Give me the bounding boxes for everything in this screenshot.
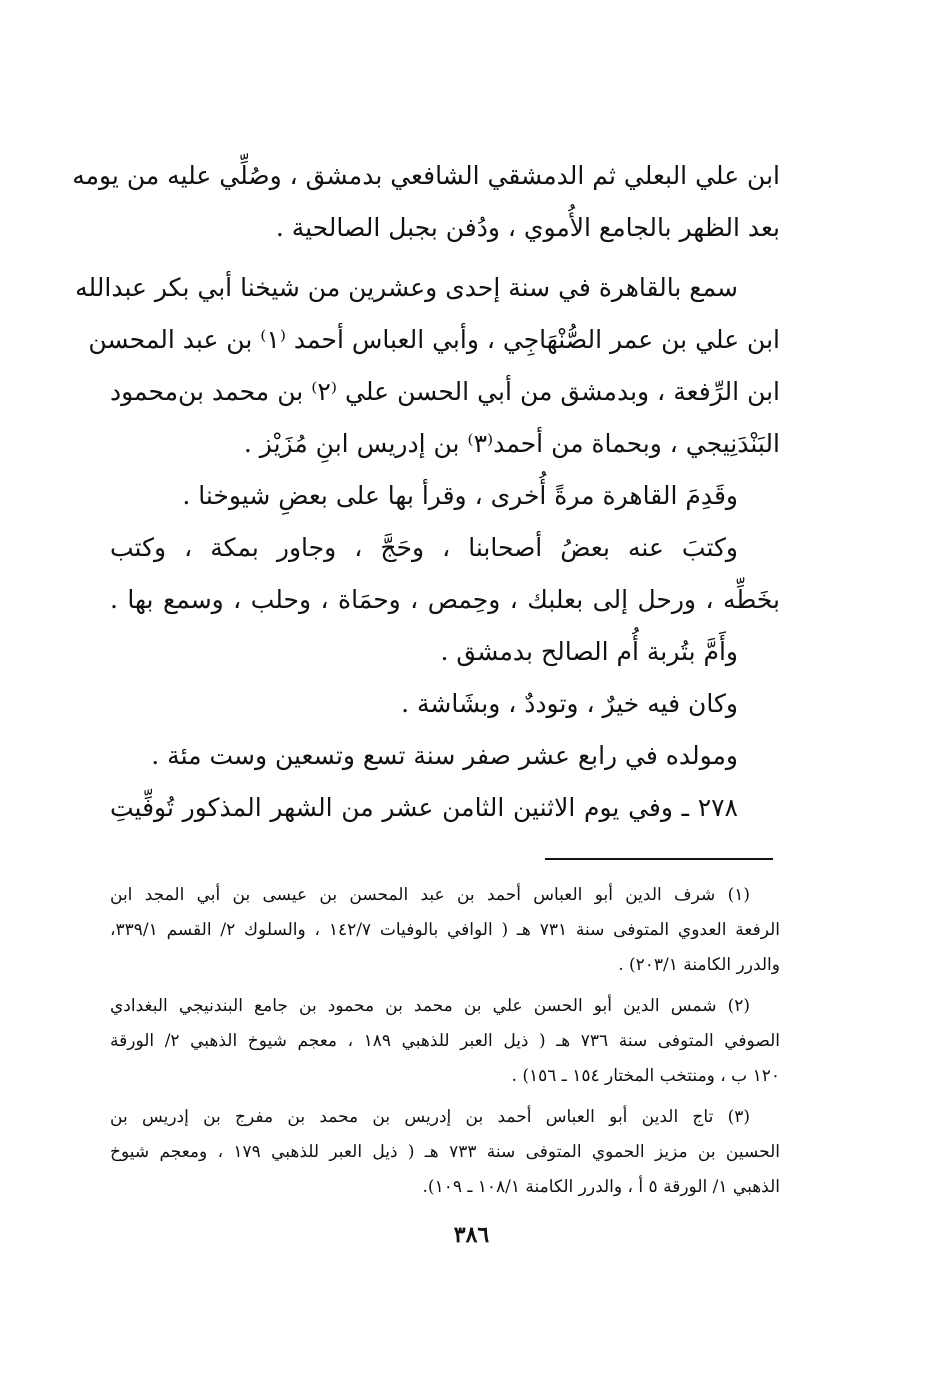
footnote-line: الحسين بن مزيز الحموي المتوفى سنة ٧٣٣ هـ ( ذيل العبر للذهبي ١٧٩ ، ومعجم شيوخ (110, 1142, 780, 1162)
text-line: ابن الرِّفعة ، وبدمشق من أبي الحسن علي ⁽٢⁾ بن محمد بن‌محمود (110, 377, 781, 406)
footnote-3 (110, 1100, 780, 1205)
paragraph-6 (110, 678, 780, 730)
text-line: ابن علي بن عمر الصُّنْهَاجِي ، وأبي العباس أحمد ⁽١⁾ بن عبد المحسن (88, 325, 780, 354)
text-line: وكتبَ عنه بعضُ أصحابنا ، وحَجَّ ، وجاور بمكة ، وكتب (110, 533, 738, 562)
paragraph-2 (75, 262, 781, 470)
footnote-2 (110, 989, 780, 1094)
page-number: ٣٨٦ (453, 1222, 490, 1248)
text-line: وكان فيه خيرٌ ، وتوددٌ ، وبشَاشة . (401, 689, 738, 718)
main-body-text (72, 150, 781, 834)
footnote-line: (١) شرف الدين أبو العباس أحمد بن عبد المحسن بن عيسى بن أبي المجد ابن (110, 885, 750, 905)
text-line: بعد الظهر بالجامع الأُموي ، ودُفن بجبل الصالحية . (275, 213, 780, 242)
text-line: ومولده في رابع عشر صفر سنة تسع وتسعين وست مئة . (151, 741, 738, 770)
footnote-line: الذهبي ١/ الورقة ٥ أ ، والدرر الكامنة ١٠٨/١ ـ ١٠٩). (422, 1177, 780, 1197)
paragraph-7 (110, 730, 780, 782)
paragraph-3 (110, 470, 780, 522)
text-line: وقَدِمَ القاهرة مرةً أُخرى ، وقرأ بها على بعضِ شيوخنا . (182, 481, 738, 510)
text-line: بخَطِّه ، ورحل إلى بعلبك ، وحِمص ، وحمَاة ، وحلب ، وسمع بها . (110, 585, 780, 614)
text-line: وأَمَّ بتُربة أُم الصالح بدمشق . (440, 637, 738, 666)
text-line: ٢٧٨ ـ وفي يوم الاثنين الثامن عشر من الشهر المذكور تُوفِّيتِ (110, 793, 738, 822)
footnote-line: ١٢٠ ب ، ومنتخب المختار ١٥٤ ـ ١٥٦) . (511, 1066, 780, 1086)
footnote-line: والدرر الكامنة ٢٠٣/١) . (618, 955, 780, 975)
footnote-line: الرفعة العدوي المتوفى سنة ٧٣١ هـ ( الوافي بالوفيات ١٤٢/٧ ، والسلوك ٢/ القسم ٣٣٩/١، (110, 920, 780, 940)
footnote-line: الصوفي المتوفى سنة ٧٣٦ هـ ( ذيل العبر للذهبي ١٨٩ ، معجم شيوخ الذهبي ٢/ الورقة (110, 1031, 780, 1051)
paragraph-8 (110, 782, 780, 834)
text-line: ابن علي البعلي ثم الدمشقي الشافعي بدمشق ، وصُلِّي عليه من يومه (72, 161, 780, 190)
footnote-line: (٣) تاج الدين أبو العباس أحمد بن إدريس بن محمد بن مفرج بن إدريس بن (110, 1107, 750, 1127)
paragraph-5 (110, 626, 780, 678)
text-line: البَنْدَنِيجي ، وبحماة من أحمد⁽٣⁾ بن إدريس ابنِ مُزَيْز . (243, 429, 780, 458)
footnote-1 (110, 878, 780, 983)
paragraph-4 (110, 522, 780, 626)
paragraph-1 (72, 150, 780, 254)
text-line: سمع بالقاهرة في سنة إحدى وعشرين من شيخنا أبي بكر عبدالله (75, 273, 738, 302)
footnotes-section (110, 878, 780, 1211)
footnote-line: (٢) شمس الدين أبو الحسن علي بن محمد بن محمود بن جامع البندنيجي البغدادي (110, 996, 750, 1016)
footnote-separator (545, 858, 773, 860)
